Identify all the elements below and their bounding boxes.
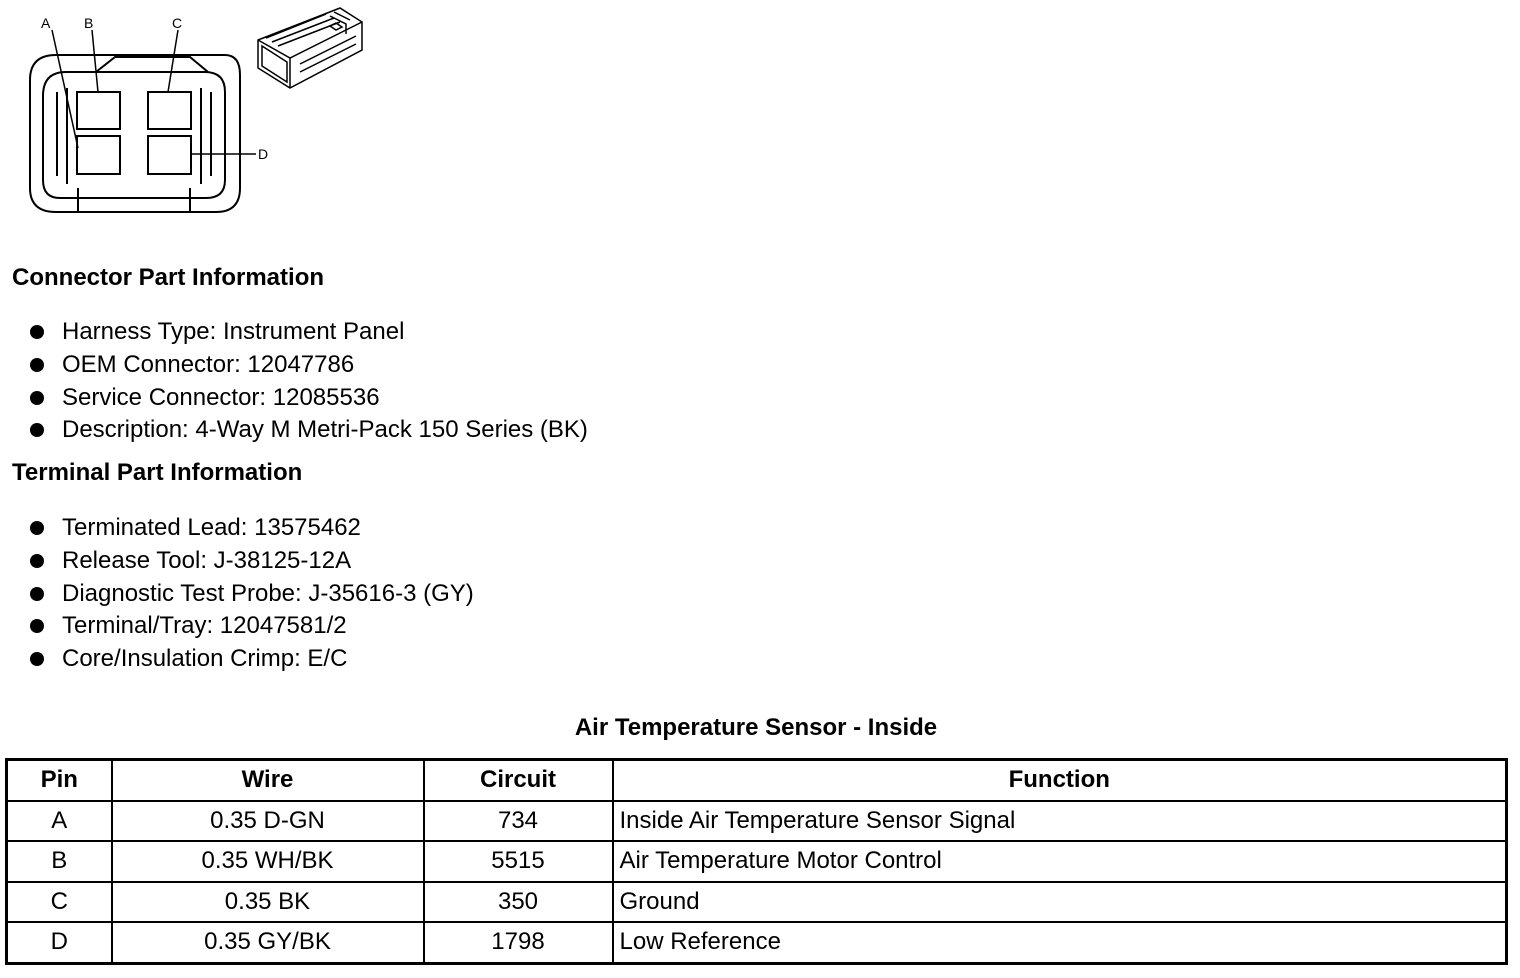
column-header-circuit: Circuit — [424, 760, 613, 801]
bullet-icon — [30, 423, 44, 437]
connector-part-info-heading: Connector Part Information — [12, 264, 325, 291]
connector-isometric-view — [258, 8, 362, 88]
list-item — [28, 512, 474, 545]
wire-cell: 0.35 BK — [112, 882, 424, 923]
list-item-text: Release Tool: J-38125-12A — [62, 546, 352, 574]
terminal-part-info-heading: Terminal Part Information — [12, 459, 303, 486]
list-item-text: Terminated Lead: 13575462 — [62, 514, 361, 541]
list-item — [28, 545, 474, 578]
list-item — [28, 382, 588, 415]
function-cell: Low Reference — [613, 922, 1507, 963]
list-item — [28, 316, 588, 349]
pin-cell: D — [7, 922, 112, 963]
table-row — [7, 882, 1507, 923]
list-item — [28, 414, 588, 447]
function-cell: Ground — [613, 882, 1507, 923]
pin-table — [5, 758, 1508, 965]
list-item — [28, 349, 588, 382]
bullet-icon — [30, 391, 44, 405]
list-item-text: Terminal/Tray: 12047581/2 — [62, 612, 347, 640]
list-item-text: Harness Type: Instrument Panel — [62, 318, 405, 345]
pin-table-title: Air Temperature Sensor - Inside — [574, 714, 938, 741]
pin-label-d: D — [258, 146, 269, 162]
connector-part-info-list — [28, 316, 588, 447]
function-cell: Inside Air Temperature Sensor Signal — [613, 801, 1507, 842]
bullet-icon — [30, 652, 44, 666]
table-row — [7, 841, 1507, 882]
list-item-text: Service Connector: 12085536 — [62, 383, 380, 411]
pin-label-b: B — [84, 15, 94, 31]
wire-cell: 0.35 WH/BK — [112, 841, 424, 882]
wire-cell: 0.35 D-GN — [112, 801, 424, 842]
pin-cell: A — [7, 801, 112, 842]
column-header-wire: Wire — [112, 760, 424, 801]
bullet-icon — [30, 587, 44, 601]
pin-cell: B — [7, 841, 112, 882]
connector-face — [30, 55, 240, 212]
list-item — [28, 578, 474, 611]
table-header-row — [7, 760, 1507, 801]
list-item-text: Description: 4-Way M Metri-Pack 150 Series (BK) — [62, 416, 588, 444]
circuit-cell: 5515 — [424, 841, 613, 882]
bullet-icon — [30, 358, 44, 372]
bullet-icon — [30, 554, 44, 568]
bullet-icon — [30, 521, 44, 535]
table-row — [7, 801, 1507, 842]
list-item — [28, 610, 474, 643]
pin-label-c: C — [172, 15, 183, 31]
circuit-cell: 350 — [424, 882, 613, 923]
bullet-icon — [30, 325, 44, 339]
column-header-function: Function — [613, 760, 1507, 801]
function-cell: Air Temperature Motor Control — [613, 841, 1507, 882]
column-header-pin: Pin — [7, 760, 112, 801]
connector-diagram — [0, 0, 380, 225]
pin-labels — [41, 15, 268, 162]
wire-cell: 0.35 GY/BK — [112, 922, 424, 963]
bullet-icon — [30, 619, 44, 633]
circuit-cell: 734 — [424, 801, 613, 842]
list-item-text: OEM Connector: 12047786 — [62, 350, 355, 378]
terminal-part-info-list — [28, 512, 474, 676]
list-item-text: Diagnostic Test Probe: J-35616-3 (GY) — [62, 579, 474, 607]
table-row — [7, 922, 1507, 963]
list-item — [28, 643, 474, 676]
pin-cell: C — [7, 882, 112, 923]
circuit-cell: 1798 — [424, 922, 613, 963]
list-item-text: Core/Insulation Crimp: E/C — [62, 645, 348, 673]
pin-label-a: A — [41, 15, 51, 31]
